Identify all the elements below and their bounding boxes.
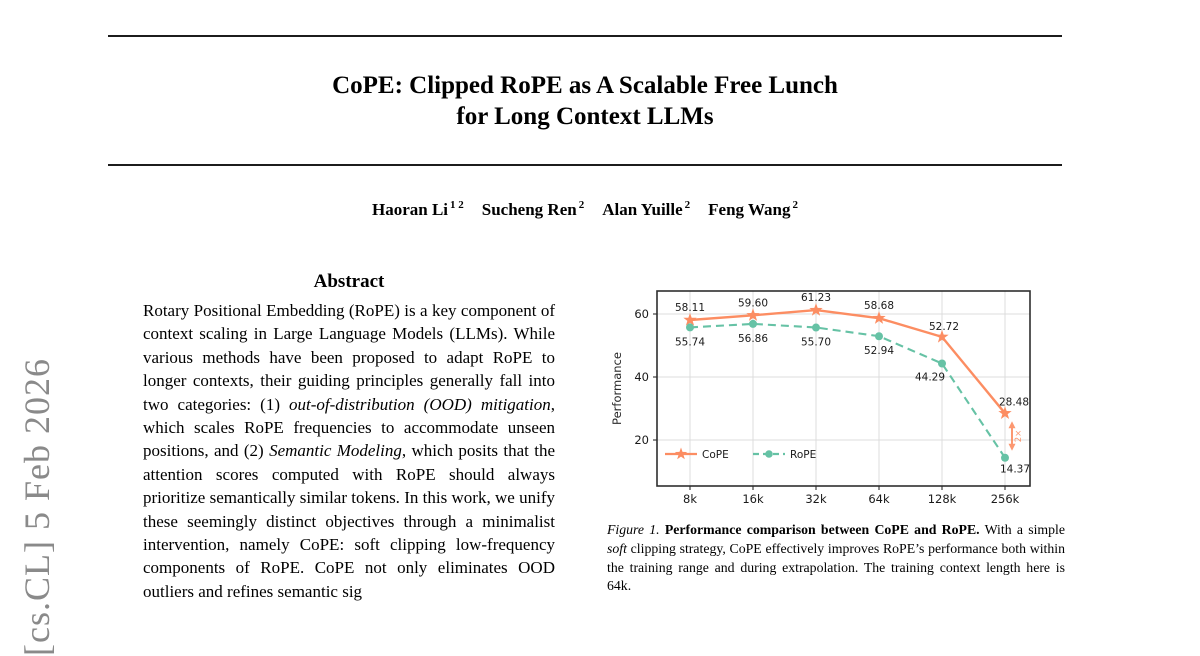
legend-label: RoPE [790, 448, 817, 461]
svg-text:32k: 32k [805, 492, 827, 506]
text-segment: Performance comparison between CoPE and RoPE. [664, 522, 980, 537]
text-segment: , which posits that the attention scores computed with RoPE should always prioritize semantically similar tokens. In this work, we unify these seemingly distinct objectives through a minimalist intervention, namely CoPE: soft clipping low-frequency components of RoPE. CoPE not only eliminates OOD outliers and refines semantic sig [143, 441, 555, 601]
text-segment: Figure 1. [607, 522, 660, 537]
figure-1-chart [605, 283, 1105, 506]
figure-1-caption [607, 521, 1065, 596]
gap-annotation [1009, 421, 1025, 450]
arrowhead-down [1009, 444, 1016, 451]
gap-label: 2× [1014, 429, 1024, 443]
circle-marker [875, 332, 883, 340]
legend-label: CoPE [702, 448, 729, 461]
author-affiliation-sup: 2 [578, 199, 585, 211]
data-label: 61.23 [800, 292, 832, 305]
text-segment: clipping strategy, CoPE effectively improves RoPE’s performance both within the training range and during extrapolation. The training context length here is 64k. [607, 540, 1065, 594]
circle-marker [812, 324, 820, 332]
text-segment: Semantic Modeling [269, 441, 402, 461]
circle-marker [749, 320, 757, 328]
svg-text:128k: 128k [927, 492, 957, 506]
title-rule-top [108, 35, 1062, 37]
data-label: 58.68 [863, 300, 895, 313]
data-label: 14.37 [999, 463, 1031, 476]
performance-line-chart [605, 283, 1105, 506]
paper-title-line1: CoPE: Clipped RoPE as A Scalable Free Lunch [332, 72, 838, 99]
abstract-text [143, 299, 555, 603]
author: Sucheng Ren $^2$ [481, 199, 585, 219]
abstract-heading: Abstract [313, 271, 385, 292]
svg-text:20: 20 [634, 433, 649, 448]
author: Haoran Li $^{1 2}$ [371, 199, 464, 219]
author-list [108, 199, 1062, 220]
data-label: 56.86 [737, 332, 769, 345]
circle-marker [1001, 454, 1009, 462]
arxiv-watermark: [cs.CL] 5 Feb 2026 [17, 358, 57, 656]
y-tick-labels [634, 307, 649, 447]
svg-text:16k: 16k [742, 492, 764, 506]
author-affiliation-sup: 2 [684, 199, 691, 211]
y-axis-label: Performance [610, 352, 624, 425]
text-segment: , which scales RoPE frequencies to accommodate unseen positions, and (2) [143, 394, 555, 461]
data-label: 52.72 [928, 320, 960, 333]
data-label: 44.29 [914, 371, 946, 384]
circle-marker [686, 323, 694, 331]
title-rule-bottom [108, 164, 1062, 166]
legend [665, 448, 816, 461]
data-label: 52.94 [863, 345, 895, 358]
data-label: 28.48 [998, 396, 1030, 409]
svg-text:256k: 256k [990, 492, 1020, 506]
paper-title [108, 70, 1062, 132]
text-segment: out-of-distribution (OOD) mitigation [289, 394, 551, 414]
series-cope [675, 292, 1029, 419]
x-tick-labels [683, 492, 1020, 506]
svg-text:64k: 64k [868, 492, 890, 506]
arrowhead-up [1009, 421, 1016, 428]
legend-star-marker [675, 448, 687, 460]
text-segment: soft [607, 540, 627, 556]
author-affiliation-sup: 2 [792, 199, 799, 211]
data-label: 55.74 [674, 336, 706, 349]
data-label: 58.11 [674, 301, 706, 314]
data-label: 55.70 [800, 336, 832, 349]
text-segment: With a simple [979, 522, 1065, 537]
author: Alan Yuille $^2$ [602, 199, 691, 219]
svg-text:60: 60 [634, 306, 649, 321]
author: Feng Wang $^2$ [708, 199, 799, 219]
text-segment: Rotary Positional Embedding (RoPE) is a key component of context scaling in Large Language Models (LLMs). While various methods have been proposed to adapt RoPE to longer contexts, their guiding principles generally fall into two categories: (1) [143, 301, 555, 414]
svg-text:8k: 8k [683, 492, 697, 506]
legend-circle-marker [765, 450, 773, 458]
paper-title-line2: for Long Context LLMs [456, 103, 714, 130]
svg-text:40: 40 [634, 370, 649, 385]
data-label: 59.60 [737, 297, 769, 310]
circle-marker [938, 359, 946, 367]
author-affiliation-sup: 1 2 [450, 199, 464, 211]
